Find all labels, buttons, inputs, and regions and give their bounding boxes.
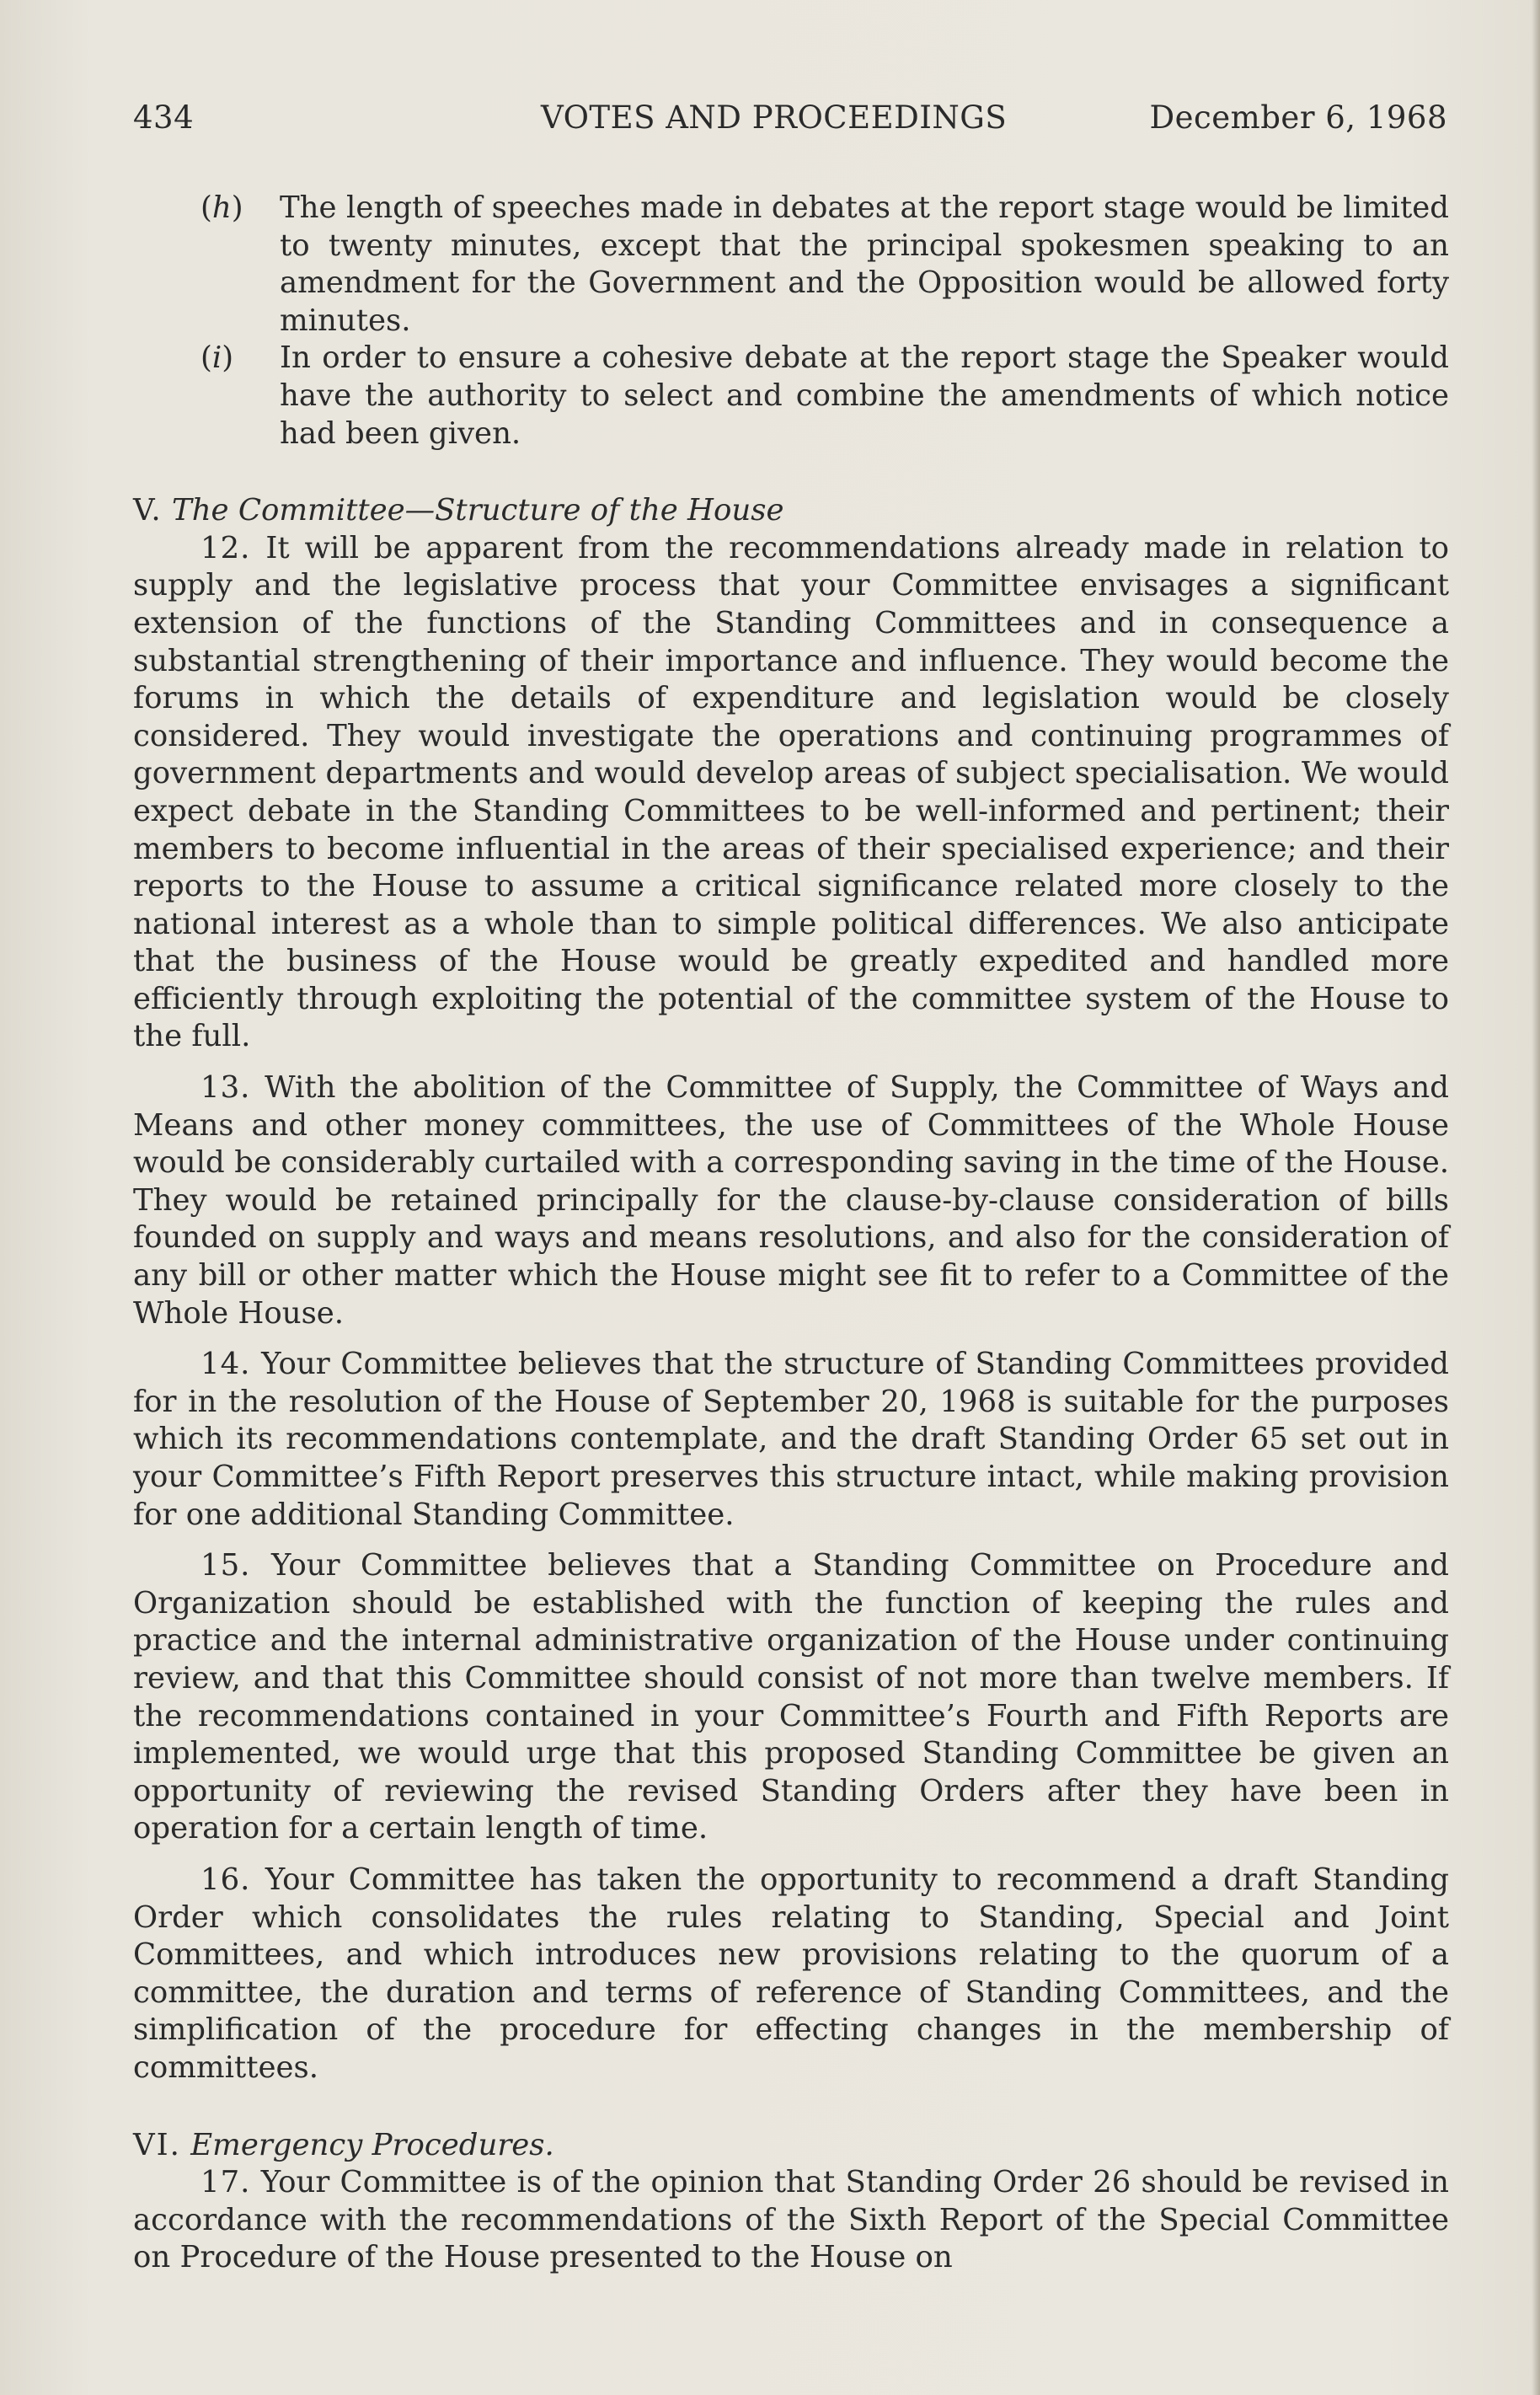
section-heading-v xyxy=(133,492,1449,530)
section-title: Emergency Procedures. xyxy=(190,2127,554,2162)
header-date: December 6, 1968 xyxy=(1149,99,1447,136)
paragraph-number: 14. xyxy=(201,1347,251,1382)
paragraph-number: 13. xyxy=(201,1070,251,1106)
page-number: 434 xyxy=(133,99,195,136)
page-spine-shadow xyxy=(1532,0,1540,2395)
section-title: The Committee—Structure of the House xyxy=(172,493,784,528)
running-header xyxy=(133,99,1447,150)
paragraph-number: 17. xyxy=(201,2165,251,2200)
paragraph-13 xyxy=(133,1069,1449,1332)
list-item-text: The length of speeches made in debates at the report stage would be limited to twenty minutes, except that the principal spokesmen speaking to an amendment for the Government and the Opposition would be allowed forty minutes. xyxy=(280,190,1449,338)
section-number: VI. xyxy=(133,2127,181,2162)
list-item-i xyxy=(133,340,1449,453)
list-item-label: (h) xyxy=(201,190,243,225)
list-item-text: In order to ensure a cohesive debate at the report stage the Speaker would have the authority to select and combine the amendments of which notice had been given. xyxy=(280,340,1449,451)
paragraph-text: With the abolition of the Committee of Supply, the Committee of Ways and Means and other money committees, the use of Committees of the Whole House would be considerably curtailed with a corresponding saving in the time of the House. They would be retained principally for the clause-by-clause consideration of bills founded on supply and ways and means resolutions, and also for the consideration of any bill or other matter which the House might see fit to refer to a Committee of the Whole House. xyxy=(133,1070,1449,1331)
list-item-h xyxy=(133,190,1449,340)
paragraph-number: 15. xyxy=(201,1548,251,1583)
paragraph-17 xyxy=(133,2164,1449,2277)
paragraph-15 xyxy=(133,1547,1449,1848)
paragraph-text: Your Committee believes that the structure of Standing Committees provided for in the resolution of the House of September 20, 1968 is suitable for the purposes which its recommendations contemplate, and the draft Standing Order 65 set out in your Committee’s Fifth Report preserves this structure intact, while making provision for one additional Standing Committee. xyxy=(133,1347,1449,1532)
paragraph-text: It will be apparent from the recommendations already made in relation to supply and the legislative process that your Committee envisages a significant extension of the functions of the Standing Committees and in consequence a substantial strengthening of their importance and influence. They would become the forums in which the details of expenditure and legislation would be closely considered. They would investigate the operations and continuing programmes of government departments and would develop areas of subject specialisation. We would expect debate in the Standing Committees to be well-informed and pertinent; their members to become influential in the areas of their specialised experience; and their reports to the House to assume a critical significance related more closely to the national interest as a whole than to simple political differences. We also anticipate that the business of the House would be greatly expedited and handled more efficiently through exploiting the potential of the committee system of the House to the full. xyxy=(133,530,1449,1054)
paragraph-number: 16. xyxy=(201,1862,251,1897)
list-item-label: (i) xyxy=(201,340,234,376)
paragraph-12 xyxy=(133,530,1449,1056)
running-title: VOTES AND PROCEEDINGS xyxy=(541,99,1008,136)
page-body xyxy=(133,190,1449,2277)
paragraph-number: 12. xyxy=(201,530,251,565)
section-number: V. xyxy=(133,493,163,528)
paragraph-text: Your Committee is of the opinion that Standing Order 26 should be revised in accordance with the recommendations of the Sixth Report of the Special Committee on Procedure of the House presented to the House on xyxy=(133,2165,1449,2275)
paragraph-14 xyxy=(133,1346,1449,1534)
section-heading-vi xyxy=(133,2127,1449,2165)
paragraph-text: Your Committee believes that a Standing Committee on Procedure and Organization should be established with the function of keeping the rules and practice and the internal administrative organization of the House under continuing review, and that this Committee should consist of not more than twelve members. If the recommendations contained in your Committee’s Fourth and Fifth Reports are implemented, we would urge that this proposed Standing Committee be given an opportunity of reviewing the revised Standing Orders after they have been in operation for a certain length of time. xyxy=(133,1548,1449,1846)
paragraph-16 xyxy=(133,1862,1449,2087)
paragraph-text: Your Committee has taken the opportunity to recommend a draft Standing Order which consolidates the rules relating to Standing, Special and Joint Committees, and which introduces new provisions relating to the quorum of a committee, the duration and terms of reference of Standing Committees, and the simplification of the procedure for effecting changes in the membership of committees. xyxy=(133,1862,1449,2085)
